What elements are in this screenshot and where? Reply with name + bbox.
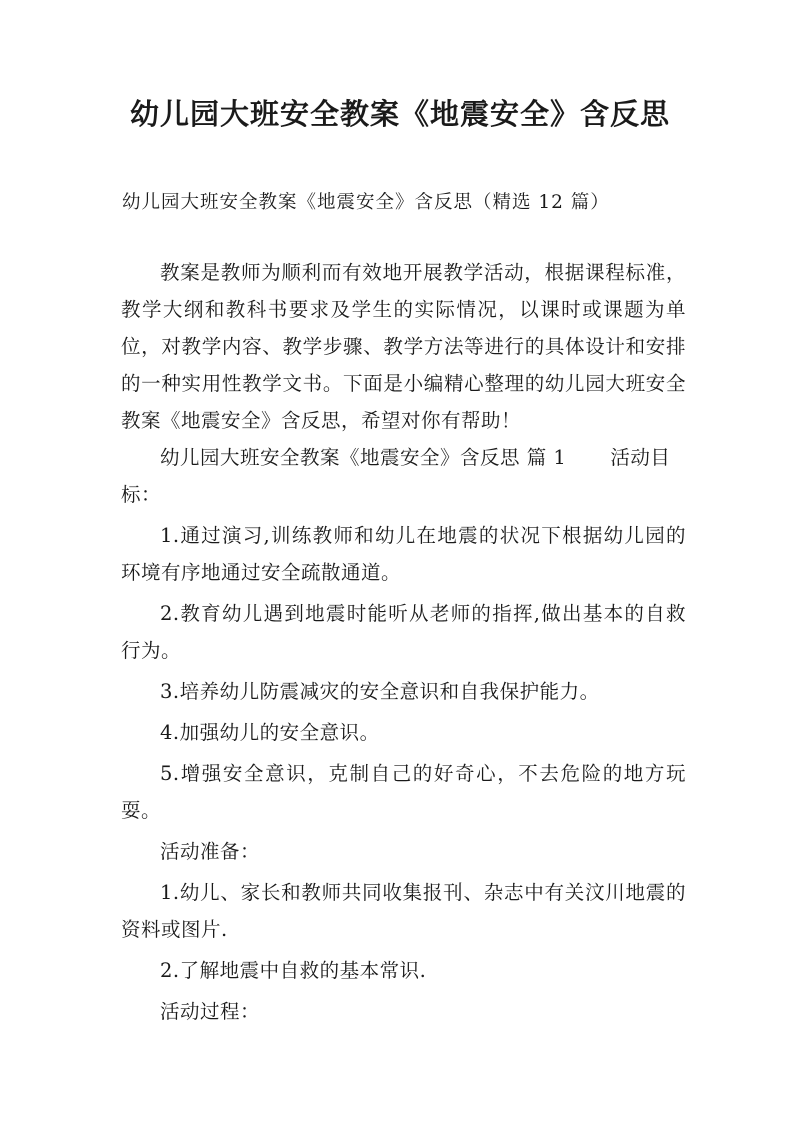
document-subtitle: 幼儿园大班安全教案《地震安全》含反思（精选 12 篇） xyxy=(122,192,610,213)
goals-label: 活动目标： xyxy=(121,446,671,506)
process-label: 活动过程： xyxy=(160,1000,261,1023)
prep-item-1: 1.幼儿、家长和教师共同收集报刊、杂志中有关汶川地震的资料或图片. xyxy=(121,881,686,941)
goal-item-5: 5.增强安全意识，克制自己的好奇心，不去危险的地方玩耍。 xyxy=(121,762,686,822)
goal-item-2: 2.教育幼儿遇到地震时能听从老师的指挥,做出基本的自救行为。 xyxy=(121,602,686,662)
prep-item-2: 2.了解地震中自救的基本常识. xyxy=(160,959,427,982)
goal-item-1: 1.通过演习,训练教师和幼儿在地震的状况下根据幼儿园的环境有序地通过安全疏散通道。 xyxy=(121,524,686,584)
document-body xyxy=(121,254,686,1030)
document-title: 幼儿园大班安全教案《地震安全》含反思 xyxy=(129,97,670,131)
goal-item-4: 4.加强幼儿的安全意识。 xyxy=(160,721,380,744)
intro-paragraph: 教案是教师为顺利而有效地开展教学活动，根据课程标准，教学大纲和教科书要求及学生的实际情况，以课时或课题为单位，对教学内容、教学步骤、教学方法等进行的具体设计和安排的一种实用性教学文书。下面是小编精心整理的幼儿园大班安全教案《地震安全》含反思，希望对你有帮助！ xyxy=(121,261,686,432)
lesson-heading-line xyxy=(121,439,686,513)
prep-label: 活动准备： xyxy=(160,840,261,863)
goal-item-3: 3.培养幼儿防震减灾的安全意识和自我保护能力。 xyxy=(160,680,600,703)
lesson-heading: 幼儿园大班安全教案《地震安全》含反思 篇 1 xyxy=(160,446,567,469)
